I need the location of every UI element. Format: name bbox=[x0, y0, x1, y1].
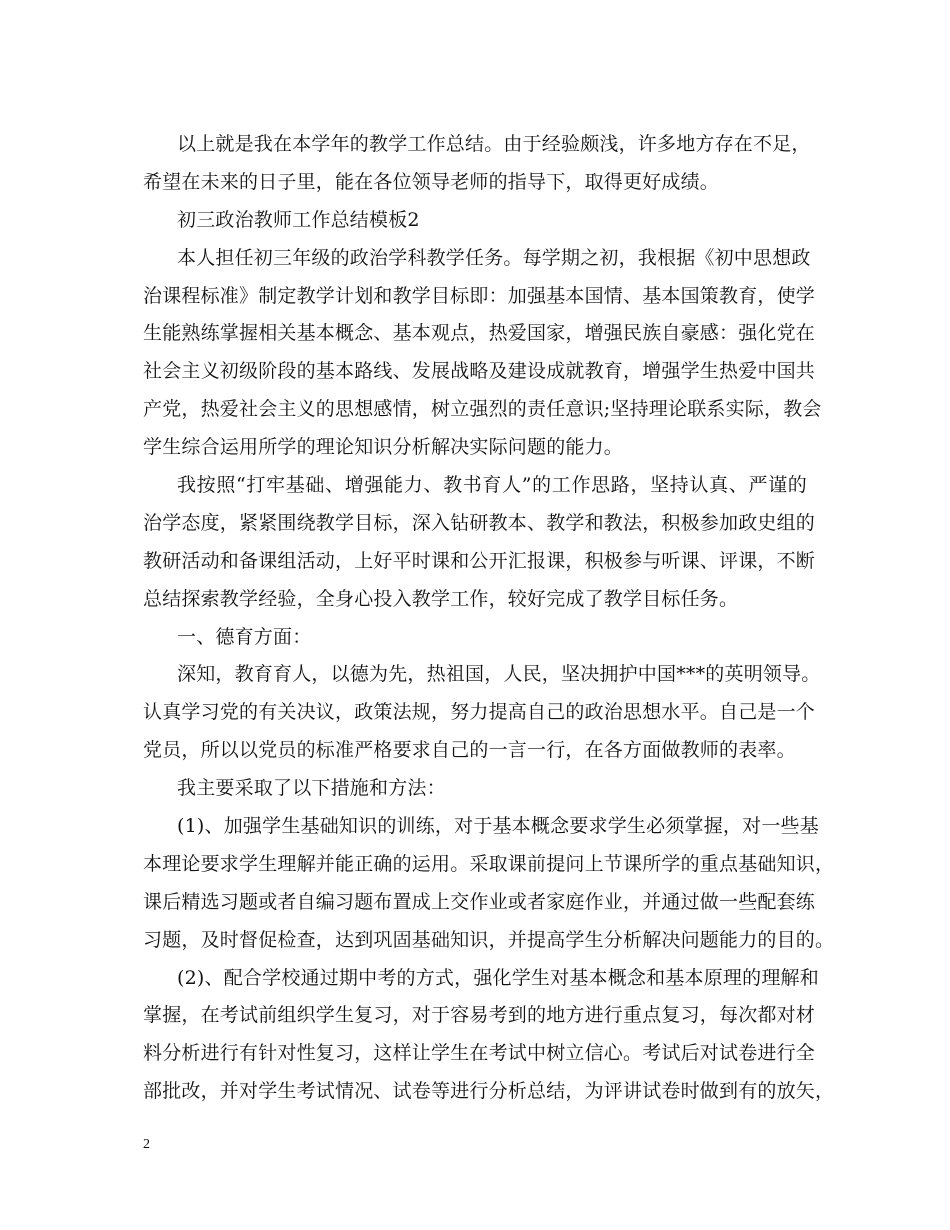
text-line: 掌握，在考试前组织学生复习，对于容易考到的地方进行重点复习，每次都对材 bbox=[143, 1004, 816, 1027]
text-line: 希望在未来的日子里，能在各位领导老师的指导下，取得更好成绩。 bbox=[143, 170, 720, 193]
text-line: 本人担任初三年级的政治学科教学任务。每学期之初，我根据《初中思想政 bbox=[177, 246, 811, 269]
text-line: 我按照“打牢基础、增强能力、教书育人”的工作思路，坚持认真、严谨的 bbox=[177, 474, 807, 497]
text-line: (2)、配合学校通过期中考的方式，强化学生对基本概念和基本原理的理解和 bbox=[177, 966, 819, 989]
text-line: 学生综合运用所学的理论知识分析解决实际问题的能力。 bbox=[143, 436, 624, 459]
text-line: 部批改，并对学生考试情况、试卷等进行分析总结，为评讲试卷时做到有的放矢， bbox=[143, 1080, 835, 1103]
text-line: 我主要采取了以下措施和方法： bbox=[177, 777, 446, 800]
text-line: (1)、加强学生基础知识的训练，对于基本概念要求学生必须掌握，对一些基 bbox=[177, 815, 819, 838]
text-line: 教研活动和备课组活动，上好平时课和公开汇报课，积极参与听课、评课，不断 bbox=[143, 549, 816, 572]
text-line: 习题，及时督促检查，达到巩固基础知识，并提高学生分析解决问题能力的目的。 bbox=[143, 928, 835, 951]
text-line: 本理论要求学生理解并能正确的运用。采取课前提问上节课所学的重点基础知识， bbox=[143, 852, 835, 875]
text-line: 生能熟练掌握相关基本概念、基本观点，热爱国家，增强民族自豪感：强化党在 bbox=[143, 322, 816, 345]
text-line: 治学态度，紧紧围绕教学目标，深入钻研教本、教学和教法，积极参加政史组的 bbox=[143, 511, 816, 534]
page-number: 2 bbox=[143, 1137, 150, 1152]
text-line: 以上就是我在本学年的教学工作总结。由于经验颇浅，许多地方存在不足， bbox=[177, 133, 811, 155]
document-body bbox=[143, 126, 835, 1111]
text-line: 社会主义初级阶段的基本路线、发展战略及建设成就教育，增强学生热爱中国共 bbox=[143, 360, 816, 383]
text-line: 料分析进行有针对性复习，这样让学生在考试中树立信心。考试后对试卷进行全 bbox=[143, 1042, 816, 1065]
text-line: 一、德育方面： bbox=[177, 625, 312, 648]
text-line: 深知，教育育人，以德为先，热祖国，人民，坚决拥护中国***的英明领导。 bbox=[177, 663, 821, 686]
text-line: 产党，热爱社会主义的思想感情，树立强烈的责任意识;坚持理论联系实际，教会 bbox=[143, 398, 822, 421]
text-line: 认真学习党的有关决议，政策法规，努力提高自己的政治思想水平。自己是一个 bbox=[143, 701, 816, 724]
text-line: 初三政治教师工作总结模板2 bbox=[177, 208, 420, 231]
text-line: 总结探索教学经验，全身心投入教学工作，较好完成了教学目标任务。 bbox=[143, 587, 739, 610]
text-line: 治课程标准》制定教学计划和教学目标即：加强基本国情、基本国策教育，使学 bbox=[143, 284, 816, 307]
text-line: 党员，所以以党员的标准严格要求自己的一言一行，在各方面做教师的表率。 bbox=[143, 739, 796, 762]
text-line: 课后精选习题或者自编习题布置成上交作业或者家庭作业，并通过做一些配套练 bbox=[143, 890, 816, 913]
